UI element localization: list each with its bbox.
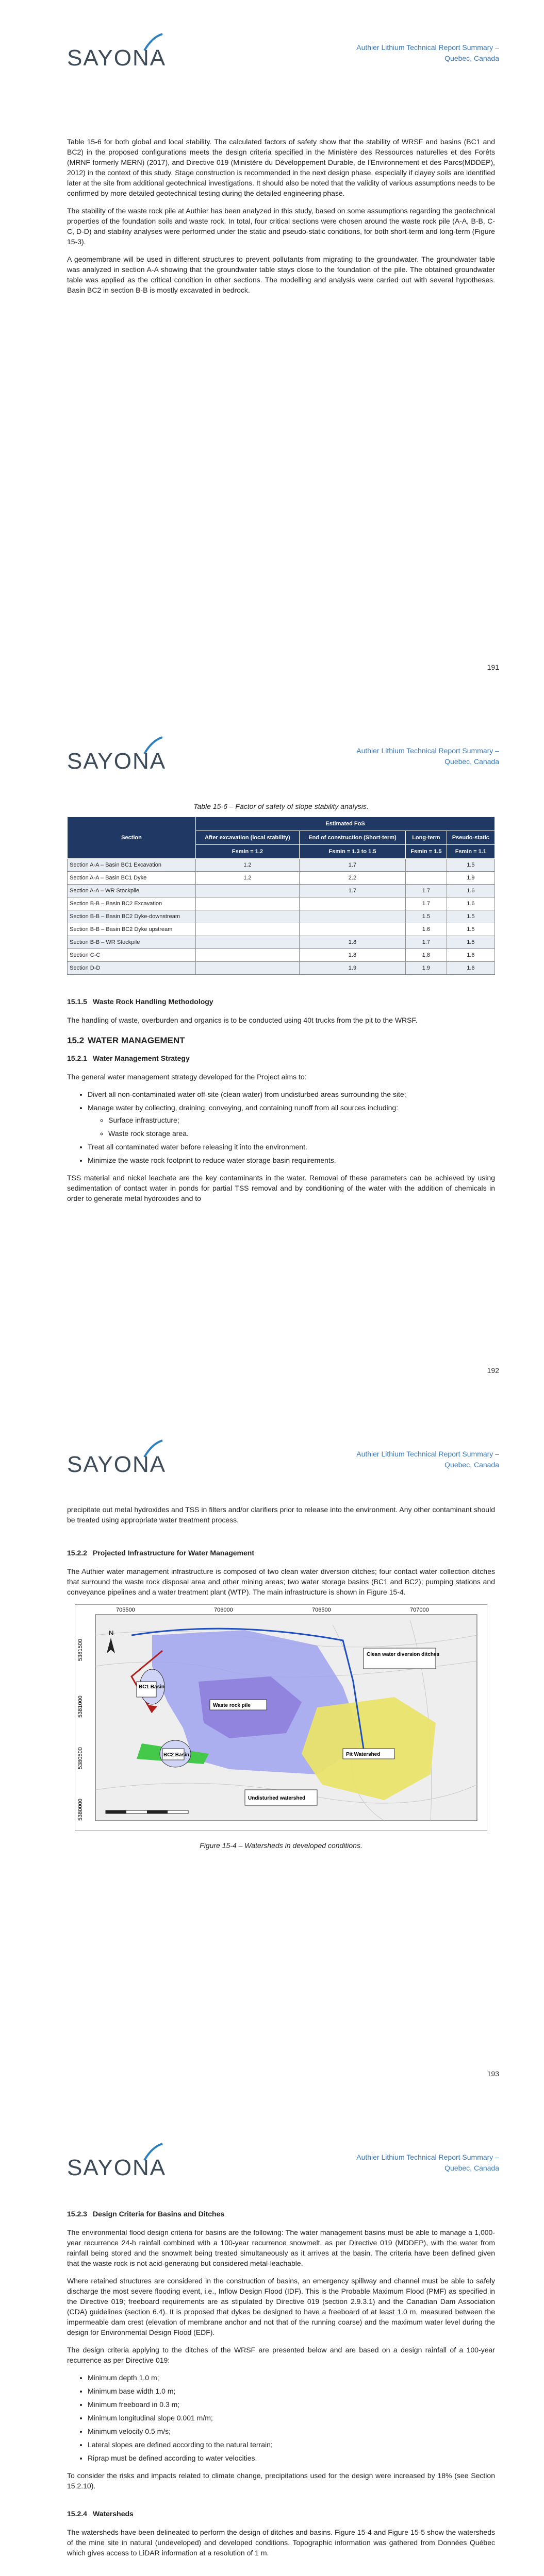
cell-value: 1.6 <box>447 962 494 975</box>
paragraph: The handling of waste, overburden and organics is to be conducted using 40t trucks from the pit to the WRSF. <box>67 1016 418 1024</box>
sayona-logo: SAYONA <box>67 45 167 71</box>
paragraph: Where retained structures are considered in the construction of basins, an emergency spillway and channel must be able to safely discharge the most severe flooding event, i.e., Inflow Design Flood (IDF). This is the Probable Maximum Flood (PMF) as specified in the Directive 019; freeboard requirements are as stipulated by Directive 019 (section 2.9.3.1) and the Canadian Dam Association (CDA) guidelines (section 6.4). It is proposed that dykes be designed to have a freeboard of at least 1.0 m, measured between the impermeable dam crest (elevation of membrane anchor and not that of the running coarse) and the maximum water level during the design for Environmental Design Flood (EDF). <box>67 2277 495 2336</box>
cell-value: 2.2 <box>299 872 405 885</box>
list-item: • Minimum freeboard in 0.3 m; <box>88 2399 495 2410</box>
cell-value: 1.5 <box>447 910 494 923</box>
scale-bar <box>106 1810 188 1814</box>
sub-list <box>88 1115 495 1139</box>
table-caption: Table 15-6 – Factor of safety of slope stability analysis. <box>193 802 369 810</box>
figure-caption: Figure 15-4 – Watersheds in developed conditions. <box>200 1841 362 1850</box>
y-tick: 5381500 <box>77 1639 84 1661</box>
undisturbed-label: Undisturbed watershed <box>248 1795 306 1801</box>
fos-table-body <box>68 859 495 975</box>
list-item: • Minimum base width 1.0 m; <box>88 2386 495 2396</box>
clean-ditch-label-box <box>364 1648 436 1669</box>
clean-ditch-label: Clean water diversion ditches <box>367 1652 440 1657</box>
cell-value: 1.8 <box>299 949 405 962</box>
pit-watershed-label: Pit Watershed <box>346 1752 381 1757</box>
cell-value: 1.9 <box>406 962 447 975</box>
list-item: • Minimum longitudinal slope 0.001 m/m; <box>88 2413 495 2423</box>
paragraph: Table 15-6 for both global and local stability. The calculated factors of safety show that the stability of WRSF and basins (BC1 and BC2) in the proposed configurations meets the design criteria specified in the Ministère des Ressources naturelles et des Forêts (MRNF formerly MERN) (2017), and Directive 019 (Ministère du Développement Durable, de l'Environnement et des Parcs(MDDEP), 2012) in the context of this study. Stage construction is recommended in the next design phase, especially if clayey soils are identified later at the site from additional geotechnical investigations. It should also be noted that the validity of various assumptions needs to be confirmed by more detailed geotechnical testing during the detailed engineering phase. <box>67 138 495 197</box>
table-row <box>68 885 495 897</box>
y-tick: 5381000 <box>77 1696 84 1718</box>
sayona-logo: SAYONA <box>67 1452 167 1477</box>
cell-value: 1.8 <box>406 949 447 962</box>
heading-15-2-1: 15.2.1 Water Management Strategy <box>67 1054 190 1062</box>
page-192-body <box>67 801 495 1211</box>
cell-section: Section B-B – Basin BC2 Dyke-downstream <box>68 910 196 923</box>
page-192 <box>0 703 544 1406</box>
page-194-body <box>67 2209 495 2565</box>
cell-section: Section A-A – Basin BC1 Excavation <box>68 859 196 872</box>
paragraph: The Authier water management infrastructure is composed of two clean water diversion ditches; four contact water collection ditches that surround the waste rock disposal area and other mining areas; two water storage basins (BC1 and BC2); pumping stations and conveyance pipelines and a water treatment plant (WTP). The main infrastructure is shown in Figure 15-4. <box>67 1567 495 1596</box>
table-row <box>68 962 495 975</box>
table-row <box>68 923 495 936</box>
report-header: Authier Lithium Technical Report Summary – Quebec, Canada <box>356 43 499 62</box>
table-row <box>68 872 495 885</box>
x-tick: 706500 <box>312 1607 331 1613</box>
criterion: Fsmin = 1.3 to 1.5 <box>299 845 405 859</box>
report-header: Authier Lithium Technical Report Summary – Quebec, Canada <box>356 1450 499 1469</box>
heading-15-2-4: 15.2.4 Watersheds <box>67 2510 134 2518</box>
cell-value: 1.6 <box>406 923 447 936</box>
cell-value <box>299 923 405 936</box>
cell-value: 1.8 <box>299 936 405 949</box>
list-item: • Treat all contaminated water before releasing it into the environment. <box>88 1142 495 1152</box>
ditch-criteria-list <box>67 2372 495 2463</box>
sayona-logo: SAYONA <box>67 749 167 774</box>
bc1-label: BC1 Basin <box>139 1684 165 1690</box>
paragraph: The environmental flood design criteria for basins are the following: The water management basins must be able to manage a 1,000-year recurrence 24-h rainfall combined with a 100-year recurrence snowmelt, as per Directive 019 (MDDEP), with the water from rainfall being stored and the snowmelt being treated simultaneously as it arrives at the basin. The criteria have been defined given that the waste rock is not acid-generating but considered metal-leachable. <box>67 2228 495 2267</box>
x-tick: 707000 <box>410 1607 429 1613</box>
cell-value: 1.7 <box>406 936 447 949</box>
cell-value: 1.5 <box>447 936 494 949</box>
waste-rock-label: Waste rock pile <box>213 1703 251 1708</box>
cell-value: 1.6 <box>447 949 494 962</box>
list-item: • Lateral slopes are defined according to the natural terrain; <box>88 2439 495 2450</box>
page-193 <box>0 1406 544 2110</box>
heading-15-1-5: 15.1.5 Waste Rock Handling Methodology <box>67 997 213 1006</box>
heading-15-2-2: 15.2.2 Projected Infrastructure for Water Management <box>67 1549 254 1557</box>
paragraph: precipitate out metal hydroxides and TSS in filters and/or clarifiers prior to release into the environment. Any other contaminant should be treated using appropriate water treatment process. <box>67 1505 495 1524</box>
paragraph: The general water management strategy developed for the Project aims to: <box>67 1073 307 1081</box>
cell-value: 1.5 <box>406 910 447 923</box>
col-long-term: Long-term <box>406 831 447 845</box>
cell-section: Section B-B – Basin BC2 Excavation <box>68 897 196 910</box>
watershed-map-svg <box>75 1604 487 1831</box>
cell-value: 1.7 <box>299 859 405 872</box>
cell-value: 1.6 <box>447 897 494 910</box>
paragraph: A geomembrane will be used in different structures to prevent pollutants from migrating to the groundwater. The groundwater table was analyzed in section A-A showing that the groundwater table stays close to the foundation of the pile. The obtained groundwater table was applied as the critical condition in other sections. The modelling and analysis were carried out with several hypotheses. Basin BC2 in section B-B is mostly excavated in bedrock. <box>67 255 495 294</box>
cell-value: 1.9 <box>299 962 405 975</box>
strategy-list <box>67 1089 495 1165</box>
fos-table <box>67 817 495 975</box>
list-item: ◦ Surface infrastructure; <box>108 1115 495 1125</box>
cell-value: 1.7 <box>406 897 447 910</box>
cell-value <box>196 949 300 962</box>
x-tick: 705500 <box>116 1607 135 1613</box>
cell-section: Section C-C <box>68 949 196 962</box>
page-number: 193 <box>487 2070 499 2078</box>
cell-section: Section D-D <box>68 962 196 975</box>
table-row <box>68 910 495 923</box>
paragraph: The design criteria applying to the ditches of the WRSF are presented below and are based on a design rainfall of a 100-year recurrence as per Directive 019: <box>67 2346 495 2364</box>
col-pseudo-static: Pseudo-static <box>447 831 494 845</box>
col-section: Section <box>68 817 196 859</box>
cell-value <box>406 859 447 872</box>
paragraph: The stability of the waste rock pile at Authier has been analyzed in this study, based on some assumptions regarding the geotechnical properties of the foundation soils and waste rock. In total, four critical sections were chosen around the waste rock pile (A-A, B-B, C-C, D-D) and stability analyses were performed under the static and pseudo-static conditions, for both short-term and long-term (Figure 15-3). <box>67 207 495 246</box>
cell-value <box>196 936 300 949</box>
table-row <box>68 936 495 949</box>
cell-value <box>406 872 447 885</box>
heading-15-2-3: 15.2.3 Design Criteria for Basins and Ditches <box>67 2210 225 2218</box>
cell-value: 1.6 <box>447 885 494 897</box>
page-number: 191 <box>487 663 499 671</box>
col-after-excavation: After excavation (local stability) <box>196 831 300 845</box>
cell-value <box>196 923 300 936</box>
heading-15-2: 15.2 WATER MANAGEMENT <box>67 1036 185 1045</box>
page-number: 192 <box>487 1366 499 1375</box>
list-item: • Minimize the waste rock footprint to reduce water storage basin requirements. <box>88 1155 495 1165</box>
cell-section: Section B-B – Basin BC2 Dyke upstream <box>68 923 196 936</box>
page-191 <box>0 0 544 703</box>
y-tick: 5380000 <box>77 1799 84 1821</box>
cell-section: Section A-A – WR Stockpile <box>68 885 196 897</box>
page-191-body <box>67 137 495 302</box>
criterion: Fsmin = 1.1 <box>447 845 494 859</box>
page-193-body <box>67 1504 495 1851</box>
list-item: • Divert all non-contaminated water off-site (clean water) from undisturbed areas surrounding the site; <box>88 1089 495 1099</box>
group-header: Estimated FoS <box>196 817 495 831</box>
paragraph: TSS material and nickel leachate are the key contaminants in the water. Removal of these parameters can be achieved by using sedimentation of contact water in ponds for partial TSS removal and by conditioning of the water with the addition of chemicals in order to generate metal hydroxides and to <box>67 1174 495 1202</box>
cell-value: 1.9 <box>447 872 494 885</box>
cell-value: 1.5 <box>447 859 494 872</box>
sayona-logo: SAYONA <box>67 2155 167 2180</box>
cell-value <box>196 885 300 897</box>
y-tick: 5380500 <box>77 1747 84 1769</box>
cell-value <box>196 910 300 923</box>
cell-value <box>299 910 405 923</box>
watershed-map <box>75 1604 487 1831</box>
x-tick: 706000 <box>214 1607 233 1613</box>
north-label: N <box>109 1629 114 1637</box>
paragraph: The watersheds have been delineated to perform the design of ditches and basins. Figure 15-4 and Figure 15-5 show the watersheds of the mine site in natural (undeveloped) and developed conditions. Topographic information was gathered from Données Québec which gives access to LiDAR information at a resolution of 1 m. <box>67 2528 495 2557</box>
cell-value: 1.2 <box>196 859 300 872</box>
list-item: • Minimum velocity 0.5 m/s; <box>88 2426 495 2436</box>
cell-value: 1.7 <box>299 885 405 897</box>
list-item: • Riprap must be defined according to water velocities. <box>88 2453 495 2463</box>
cell-section: Section A-A – Basin BC1 Dyke <box>68 872 196 885</box>
table-row <box>68 859 495 872</box>
criterion: Fsmin = 1.5 <box>406 845 447 859</box>
cell-value: 1.7 <box>406 885 447 897</box>
bc2-label: BC2 Basin <box>163 1752 190 1758</box>
cell-value <box>299 897 405 910</box>
page-194 <box>0 2110 544 2576</box>
list-item: • Minimum depth 1.0 m; <box>88 2372 495 2383</box>
table-row <box>68 949 495 962</box>
cell-value <box>196 962 300 975</box>
report-header: Authier Lithium Technical Report Summary – Quebec, Canada <box>356 2153 499 2172</box>
report-header: Authier Lithium Technical Report Summary – Quebec, Canada <box>356 747 499 766</box>
cell-value: 1.5 <box>447 923 494 936</box>
col-end-construction: End of construction (Short-term) <box>299 831 405 845</box>
list-item: ◦ Waste rock storage area. <box>108 1128 495 1139</box>
table-row <box>68 897 495 910</box>
cell-section: Section B-B – WR Stockpile <box>68 936 196 949</box>
paragraph: To consider the risks and impacts related to climate change, precipitations used for the design were increased by 18% (see Section 15.2.10). <box>67 2471 495 2490</box>
criterion: Fsmin = 1.2 <box>196 845 300 859</box>
cell-value <box>196 897 300 910</box>
cell-value: 1.2 <box>196 872 300 885</box>
list-item: • Manage water by collecting, draining, conveying, and containing runoff from all sources including: ◦ Surface infrastructure; ◦ Waste rock storage area. <box>88 1103 495 1139</box>
